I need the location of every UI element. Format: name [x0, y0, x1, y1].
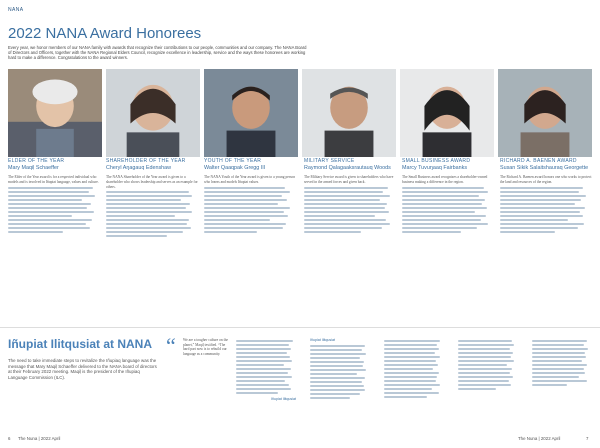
- intro-paragraph: Every year, we honor members of our NANA family with awards that recognize their contributions to our people, communities and our company. The NANA Board of Directors and Officers, together with the NANA Regional Elders Council, recognize excellence in leadership, service and the ways these honorees are working hard to make a difference. Congratulations to the award winners.: [8, 45, 307, 61]
- page-number-right: 7: [586, 436, 589, 441]
- honoree-photos: [8, 69, 592, 157]
- honoree-name: Mary Maqiḷ Schaeffer: [8, 165, 59, 171]
- footer-right-label: The Nuna | 2022 April: [518, 436, 561, 441]
- section-label: NANA: [8, 7, 24, 13]
- award-title: YOUTH OF THE YEAR: [204, 158, 262, 164]
- page-number-left: 6: [8, 436, 11, 441]
- photo-military: [302, 69, 396, 157]
- byline: Iñupiat Ilitqusiat: [310, 338, 335, 342]
- quote-icon: “: [166, 333, 176, 358]
- article-title: Iñupiat Ilitqusiat at NANA: [8, 337, 152, 351]
- honoree-lead: The Small Business award recognizes a shareholder-owned business making a difference in the region.: [402, 175, 488, 184]
- award-title: SMALL BUSINESS AWARD: [402, 158, 471, 164]
- signature: Iñupiat Ilitqusiat: [271, 397, 296, 401]
- footer-left-label: The Nuna | 2022 April: [18, 436, 61, 441]
- photo-youth: [204, 69, 298, 157]
- photo-baenen: [498, 69, 592, 157]
- honoree-shareholder: [106, 158, 198, 239]
- honoree-lead: The Elder of the Year award is for a respected individual who models and is involved in Iñupiat language, values and culture.: [8, 175, 99, 184]
- award-title: SHAREHOLDER OF THE YEAR: [106, 158, 186, 164]
- honoree-lead: The NANA Youth of the Year award is given to a young person who learns and models Iñupiat values.: [204, 175, 296, 184]
- award-title: ELDER OF THE YEAR: [8, 158, 65, 164]
- honoree-name: Marcy Tuvuŋaaq Fairbanks: [402, 165, 468, 171]
- honoree-name: Walter Qaaqpak Gregg III: [204, 165, 266, 171]
- honoree-lead: The Richard A. Baenen award honors one who works to protect the land and resources of the region.: [500, 175, 592, 184]
- honoree-military: [304, 158, 396, 235]
- honoree-name: Cheryl Aŋagauq Edenshaw: [106, 165, 172, 171]
- photo-elder: [8, 69, 102, 157]
- article-column-2: [310, 338, 370, 401]
- honoree-name: Susan Sikik Salaitshauraq Georgette: [500, 165, 589, 171]
- photo-shareholder: [106, 69, 200, 157]
- award-title: RICHARD A. BAENEN AWARD: [500, 158, 577, 164]
- pull-quote: We are a tougher culture on the planet,” Maqiḷ testified. “The hard part now is to rebuild our language as a community.: [183, 338, 229, 356]
- honoree-small-business: [402, 158, 494, 235]
- honoree-youth: [204, 158, 296, 235]
- page-title: 2022 NANA Award Honorees: [8, 25, 202, 42]
- article-column-3: [384, 338, 444, 400]
- honoree-lead: The NANA Shareholder of the Year award is given to a shareholder who shows leadership and serves as an example for others.: [106, 175, 198, 189]
- article-column-1: [236, 338, 296, 402]
- award-title: MILITARY SERVICE: [304, 158, 355, 164]
- section-divider: [0, 327, 600, 328]
- article-intro: The need to take immediate steps to revitalize the Iñupiaq language was the message that Mary Maqiḷ Schaeffer delivered to the NANA board of directors at their February 2022 meeting. Maqiḷ is the president of the Iñupiaq Language Commission (ILC).: [8, 358, 157, 380]
- photo-small-business: [400, 69, 494, 157]
- article-column-5: [532, 338, 592, 388]
- article-column-4: [458, 338, 518, 392]
- honoree-name: Raymond Qalagaaksrautauq Woods: [304, 165, 391, 171]
- honoree-lead: The Military Service award is given to shareholders who have served in the armed forces and given back.: [304, 175, 394, 184]
- honoree-elder: [8, 158, 100, 235]
- honoree-baenen: [500, 158, 592, 235]
